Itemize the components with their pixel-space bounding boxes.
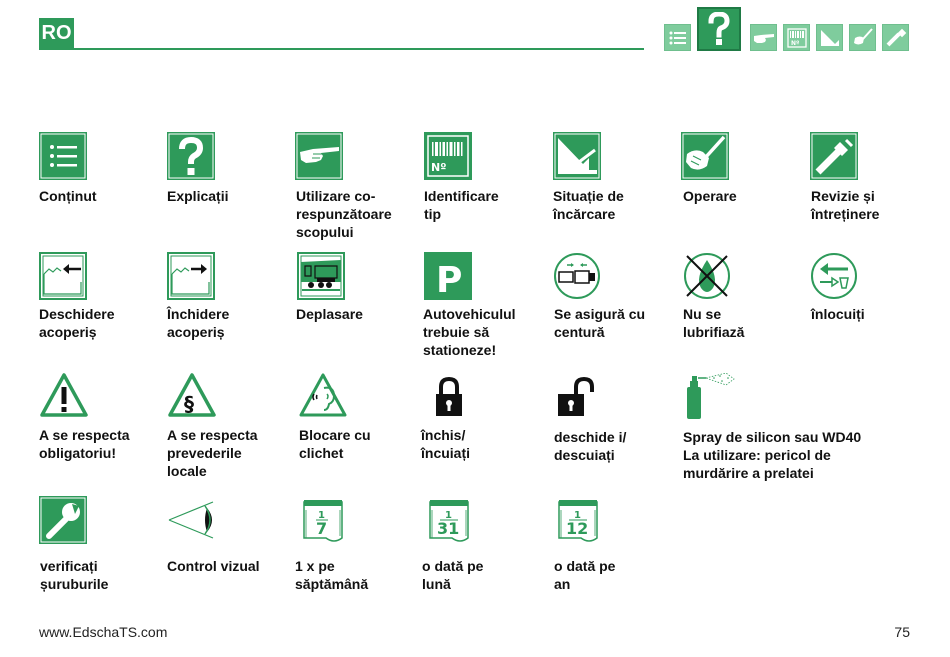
nav-question-icon[interactable] (697, 7, 741, 51)
list-icon (39, 132, 87, 180)
calendar-monthly-icon (424, 496, 474, 546)
lock-open-icon (556, 376, 596, 418)
label-ratchet-lock: Blocare cu clichet (299, 427, 371, 461)
label-explanations: Explicații (167, 188, 229, 204)
nav-hand-lever-icon[interactable] (849, 24, 876, 51)
barcode-id-icon (424, 132, 472, 180)
no-lubrication-icon (683, 252, 731, 300)
warning-icon (39, 372, 89, 418)
svg-text:1: 1 (574, 510, 581, 521)
label-vehicle-stationary: Autovehiculul trebuie să stationeze! (423, 306, 516, 358)
question-icon (167, 132, 215, 180)
eye-icon (167, 498, 219, 542)
nav-loading-ramp-icon[interactable] (816, 24, 843, 51)
label-roof-open: Deschidere acoperiș (39, 306, 115, 340)
label-silicone-spray: Spray de silicon sau WD40 La utilizare: pericol de murdărire a prelatei (683, 429, 862, 481)
label-weekly: 1 x pe săptămână (295, 558, 369, 592)
nav-barcode-id-icon[interactable] (783, 24, 810, 51)
label-local-regulations: A se respecta prevederile locale (167, 427, 258, 479)
label-visual-check: Control vizual (167, 558, 260, 574)
label-loading-situation: Situație de încărcare (553, 188, 624, 222)
calendar-yearly-icon (553, 496, 603, 546)
seatbelt-icon (553, 252, 601, 300)
maintenance-icon (810, 132, 858, 180)
svg-text:Nº: Nº (790, 39, 799, 47)
label-mandatory: A se respecta obligatoriu! (39, 427, 130, 461)
header-rule (39, 48, 644, 50)
loading-ramp-icon (553, 132, 601, 180)
nav-pointing-hand-icon[interactable] (750, 24, 777, 51)
svg-text:Nº: Nº (431, 161, 447, 174)
spray-can-icon (684, 373, 740, 421)
nav-list-icon[interactable] (664, 24, 691, 51)
truck-driving-icon (297, 252, 345, 300)
svg-text:12: 12 (566, 519, 589, 538)
roof-open-icon (39, 252, 87, 300)
replace-icon (810, 252, 858, 300)
parking-icon (424, 252, 472, 300)
svg-text:§: § (184, 392, 194, 416)
lock-closed-icon (434, 376, 464, 418)
footer-url[interactable]: www.EdschaTS.com (39, 624, 168, 640)
label-yearly: o dată pe an (554, 558, 616, 592)
calendar-weekly-icon (298, 496, 348, 546)
label-no-lubrication: Nu se lubrifiază (683, 306, 745, 340)
label-check-screws: verificați șuruburile (40, 558, 109, 592)
nav-maintenance-icon[interactable] (882, 24, 909, 51)
svg-text:7: 7 (316, 519, 328, 538)
ratchet-lock-hearing-icon (298, 372, 348, 418)
label-content: Conținut (39, 188, 97, 204)
label-replace: înlocuiți (811, 306, 865, 322)
language-badge: RO (39, 18, 74, 48)
label-roof-close: Închidere acoperiș (167, 306, 230, 340)
label-driving: Deplasare (296, 306, 363, 322)
local-regulations-icon (167, 372, 217, 418)
roof-close-icon (167, 252, 215, 300)
svg-text:31: 31 (437, 519, 460, 538)
svg-text:1: 1 (445, 510, 452, 521)
label-seatbelt: Se asigură cu centură (554, 306, 646, 340)
label-closed-locked: închis/ încuiați (421, 427, 471, 461)
label-operation: Operare (683, 188, 737, 204)
pointing-hand-icon (295, 132, 343, 180)
svg-text:1: 1 (318, 510, 325, 521)
label-monthly: o dată pe lună (422, 558, 484, 592)
page-number: 75 (894, 624, 910, 640)
wrench-icon (39, 496, 87, 544)
label-type-identification: Identificare tip (424, 188, 499, 222)
svg-text:P: P (436, 260, 463, 300)
label-intended-use: Utilizare co- respunzătoare scopului (296, 188, 392, 240)
label-open-unlocked: deschide i/ descuiați (554, 429, 627, 463)
hand-lever-icon (681, 132, 729, 180)
label-maintenance: Revizie și întreținere (811, 188, 880, 222)
